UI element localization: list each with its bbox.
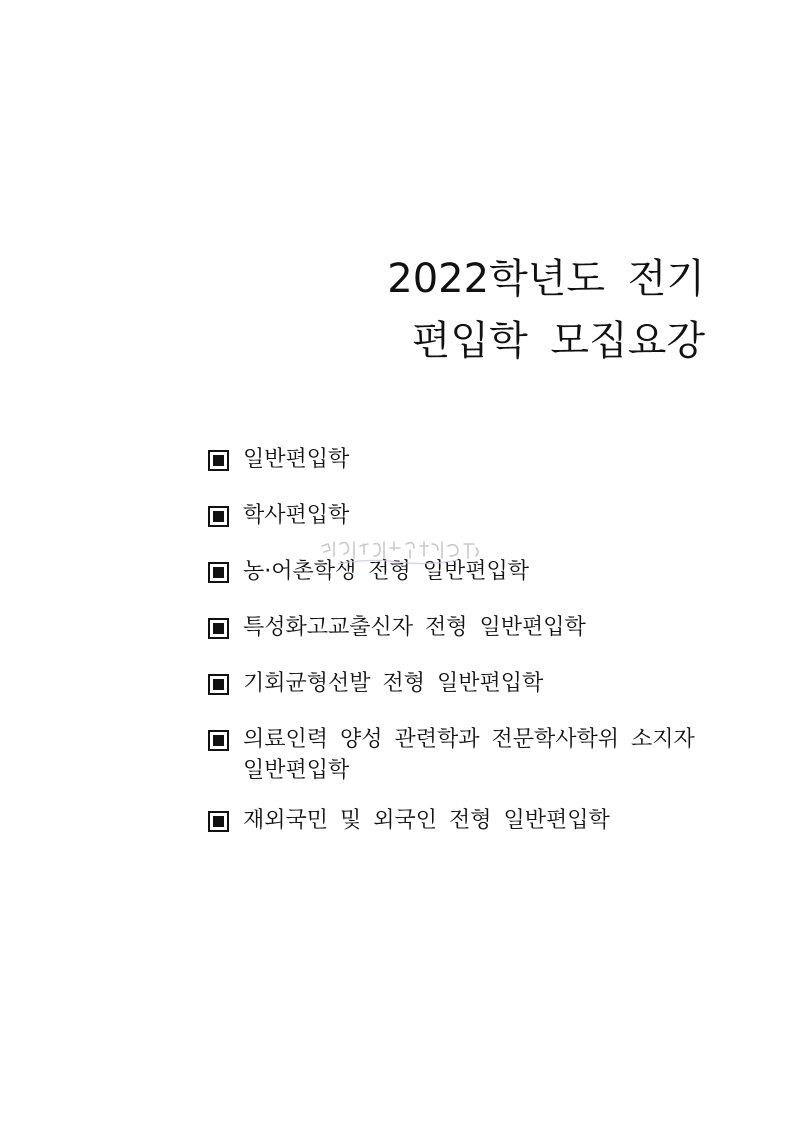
toc-item-equal-opportunity [208,668,728,699]
toc-item-label: 일반편입학 [243,447,350,472]
toc-item-general-transfer [208,444,728,475]
toc-item-label: 의료인력 양성 관련학과 전문학사학위 소지자 일반편입학 [243,727,695,783]
toc-item-label: 기회균형선발 전형 일반편입학 [243,671,544,696]
toc-item-rural-students [208,556,728,587]
square-bullet-icon [208,450,229,471]
toc-item-label: 특성화고교출신자 전형 일반편입학 [243,615,586,640]
square-bullet-icon [208,506,229,527]
toc-item-overseas-foreign [208,805,728,836]
square-bullet-icon [208,811,229,832]
title-line-2: 편입학 모집요강 [411,318,705,364]
table-of-contents [208,444,728,861]
square-bullet-icon [208,674,229,695]
toc-item-bachelor-transfer [208,500,728,531]
title-line-1: 2022학년도 전기 [387,256,705,302]
toc-item-label: 학사편입학 [243,503,350,528]
square-bullet-icon [208,618,229,639]
toc-item-vocational-high-school [208,612,728,643]
toc-item-label: 농·어촌학생 전형 일반편입학 [243,559,530,584]
toc-item-label: 재외국민 및 외국인 전형 일반편입학 [243,808,610,833]
toc-item-medical-associate-degree [208,724,728,786]
document-title [387,248,705,372]
square-bullet-icon [208,730,229,751]
square-bullet-icon [208,562,229,583]
